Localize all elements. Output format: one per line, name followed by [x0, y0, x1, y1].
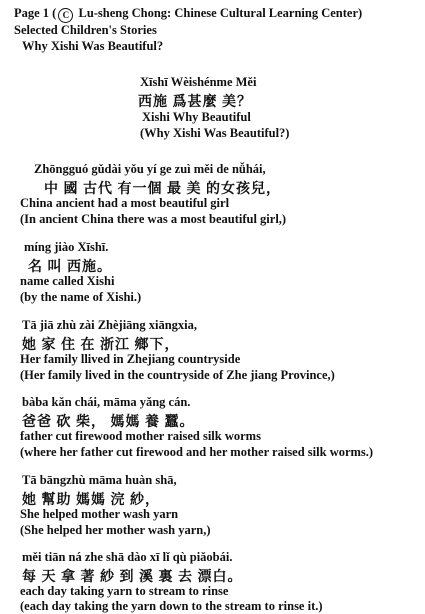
- stanza-3-chinese: 她 家 住 在 浙江 鄉下，: [22, 338, 180, 353]
- title-pinyin: Xīshī Wèishénme Měi: [140, 75, 257, 89]
- title-gloss: Xishi Why Beautiful: [142, 110, 251, 124]
- stanza-5-chinese: 她 幫助 媽媽 浣 紗，: [22, 493, 160, 508]
- stanza-3-translation: (Her family lived in the countryside of Zhe jiang Province,): [20, 368, 335, 382]
- copyright-icon: C: [58, 8, 73, 23]
- title-chinese: 西施 爲甚麼 美？: [138, 95, 252, 110]
- stanza-3-gloss: Her family llived in Zhejiang countryside: [20, 352, 241, 366]
- stanza-4-gloss: father cut firewood mother raised silk worms: [20, 429, 261, 443]
- story-title: Why Xishi Was Beautiful?: [22, 39, 164, 53]
- title-translation: (Why Xishi Was Beautiful?): [140, 126, 290, 140]
- stanza-2-chinese: 名 叫 西施。: [28, 260, 112, 275]
- stanza-1-pinyin: Zhōngguó gǔdài yǒu yí ge zuì měi de nǚhái,: [34, 162, 266, 176]
- page-header-line: [14, 6, 362, 23]
- stanza-5-translation: (She helped her mother wash yarn,): [20, 523, 211, 537]
- stanza-1-translation: (In ancient China there was a most beautiful girl,): [20, 212, 287, 226]
- stanza-2-pinyin: míng jiào Xīshī.: [24, 240, 109, 254]
- stanza-4-translation: (where her father cut firewood and her mother raised silk worms.): [20, 445, 374, 459]
- stanza-5-gloss: She helped mother wash yarn: [20, 507, 179, 521]
- stanza-1-gloss: China ancient had a most beautiful girl: [20, 196, 230, 210]
- stanza-4-chinese: 爸爸 砍 柴， 媽媽 養 蠶。: [22, 415, 195, 430]
- stanza-2-gloss: name called Xishi: [20, 274, 115, 288]
- stanza-6-chinese: 每 天 拿 著 紗 到 溪 裏 去 漂白。: [22, 570, 243, 585]
- stanza-5-pinyin: Tā bāngzhù māma huàn shā,: [22, 473, 177, 487]
- stanza-6-translation: (each day taking the yarn down to the stream to rinse it.): [20, 599, 323, 613]
- stanza-6-pinyin: měi tiān ná zhe shā dào xī lǐ qù piǎobái.: [22, 550, 233, 564]
- credit-text: Lu-sheng Chong: Chinese Cultural Learning Center): [78, 6, 363, 20]
- collection-title: Selected Children's Stories: [14, 23, 157, 37]
- stanza-3-pinyin: Tā jiā zhù zài Zhèjiāng xiāngxia,: [22, 318, 198, 332]
- stanza-2-translation: (by the name of Xishi.): [20, 290, 142, 304]
- stanza-1-chinese: 中 國 古代 有一個 最 美 的女孩兒，: [44, 182, 281, 197]
- stanza-6-gloss: each day taking yarn to stream to rinse: [20, 584, 229, 598]
- stanza-4-pinyin: bàba kǎn chái, māma yǎng cán.: [22, 395, 191, 409]
- page-label: Page 1 (: [14, 6, 57, 20]
